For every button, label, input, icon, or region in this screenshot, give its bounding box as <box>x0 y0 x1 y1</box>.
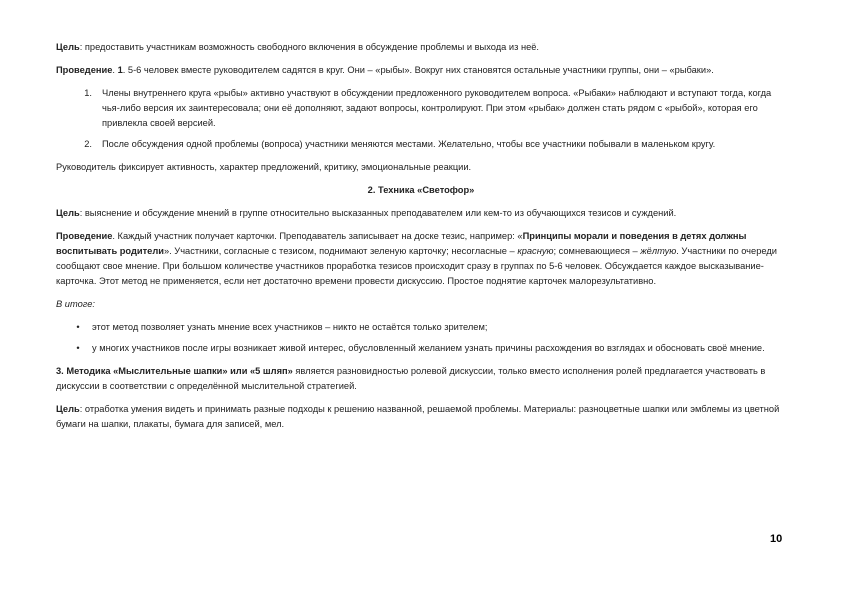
list-item <box>56 341 786 356</box>
procedure-paragraph-2: Проведение. Каждый участник получает карточки. Преподаватель записывает на доске тезис, например: «Принципы морали и поведения в детях должны воспитывать родители». Участники, согласные с тезисом, поднимают зеленую карточку; несогласные – красную; сомневающиеся – жёлтую. Участники по очереди сообщают свое мнение. При большом количестве участников проработка тезисов происходит сразу в группах по 5-6 человек. Обсуждается каждое высказывание-карточка. Этот метод не применяется, если нет достаточно времени провести дискуссию. Простое поднятие карточек малорезультативно. <box>56 231 777 286</box>
procedure-label: Проведение <box>56 231 113 241</box>
page-number: 10 <box>770 533 783 545</box>
list-item <box>56 137 786 152</box>
list-item-text: После обсуждения одной проблемы (вопроса) участники меняются местами. Желательно, чтобы все участники побывали в маленьком кругу. <box>102 139 716 149</box>
goal-text: : выяснение и обсуждение мнений в группе относительно высказанных преподавателем или кем-то из обучающихся тезисов и суждений. <box>79 208 677 218</box>
method-text: является разновидностью ролевой дискуссии, только вместо исполнения ролей предлагается участвовать в дискуссии в соответствии с определённой мыслительной стратегией. <box>56 366 766 391</box>
list-item-text: этот метод позволяет узнать мнение всех участников – никто не остаётся только зрителем; <box>92 322 488 332</box>
numbered-list <box>56 86 786 152</box>
red-card-word: красную <box>517 246 554 256</box>
bullet-icon: • <box>76 343 80 353</box>
bullet-list <box>56 320 786 356</box>
goal-paragraph-2 <box>56 206 786 221</box>
procedure-number: 1 <box>117 65 123 75</box>
leader-note: Руководитель фиксирует активность, характер предложений, критику, эмоциональные реакции. <box>56 162 472 172</box>
goal-text: : отработка умения видеть и принимать разные подходы к решению названной, решаемой проблемы. Материалы: разноцветные шапки или эмблемы из цветной бумаги на шапки, плакаты, бумага для записей, мел. <box>56 404 780 429</box>
procedure-text: . 5-6 человек вместе руководителем садятся в круг. Они – «рыбы». Вокруг них становятся остальные участники группы, они – «рыбаки». <box>122 65 714 75</box>
method-title: 3. Методика «Мыслительные шапки» или «5 шляп» <box>56 366 293 376</box>
thesis-example: Принципы морали и поведения в детях должны воспитывать родители <box>56 231 747 256</box>
list-item <box>56 86 786 131</box>
bullet-icon: • <box>76 322 80 332</box>
section-heading: 2. Техника «Светофор» <box>367 185 475 195</box>
list-item-text: у многих участников после игры возникает живой интерес, обусловленный желанием узнать причины расхождения во взглядах и обосновать своё мнение. <box>92 343 765 353</box>
list-item-number: 2. <box>84 139 92 149</box>
yellow-card-word: жёлтую <box>640 246 677 256</box>
goal-paragraph-1 <box>56 40 786 55</box>
goal-label: Цель <box>56 208 80 218</box>
list-item-text: Члены внутреннего круга «рыбы» активно участвуют в обсуждении предложенного руководителем вопроса. «Рыбаки» наблюдают и вступают тогда, когда чья-либо версия их заинтересовала; они её дополняют, задают вопросы, контролируют. При этом «рыбак» должен стать рядом с «рыбой», которая его привлекла своей версией. <box>102 88 772 128</box>
summary-label: В итоге: <box>56 299 95 309</box>
list-item-number: 1. <box>84 88 92 98</box>
procedure-label: Проведение <box>56 65 113 75</box>
goal-paragraph-3 <box>56 402 786 432</box>
document-page <box>56 40 786 440</box>
method-paragraph <box>56 364 786 394</box>
list-item <box>56 320 786 335</box>
procedure-paragraph-1: Проведение. 1. 5-6 человек вместе руководителем садятся в круг. Они – «рыбы». Вокруг них становятся остальные участники группы, они – «рыбаки». <box>56 65 714 75</box>
goal-text: : предоставить участникам возможность свободного включения в обсуждение проблемы и выхода из неё. <box>79 42 540 52</box>
goal-label: Цель <box>56 42 80 52</box>
goal-label: Цель <box>56 404 80 414</box>
